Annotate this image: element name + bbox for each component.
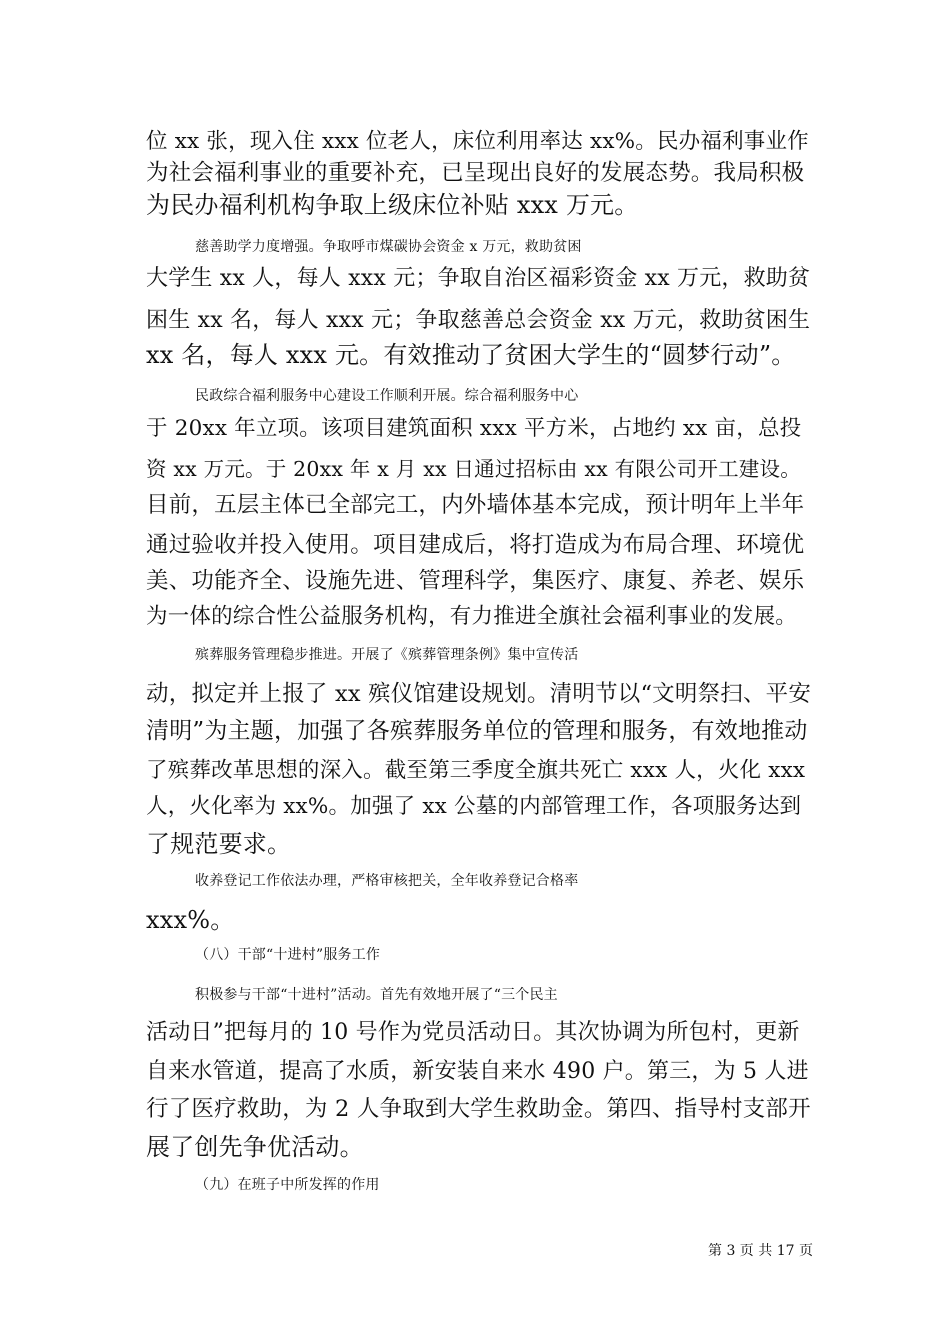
body-text-line: 为社会福利事业的重要补充，已呈现出良好的发展态势。我局积极 [146,160,805,186]
body-text-line: 资 xx 万元。于 20xx 年 x 月 xx 日通过招标由 xx 有限公司开工建设。 [146,457,801,481]
paragraph-first-line: 收养登记工作依法办理，严格审核把关，全年收养登记合格率 [195,873,579,889]
body-text-line: 目前，五层主体已全部完工，内外墙体基本完成，预计明年上半年 [146,492,805,518]
body-text-line: 活动日”把每月的 10 号作为党员活动日。其次协调为所包村，更新 [146,1020,800,1045]
body-text-line: 美、功能齐全、设施先进、管理科学，集医疗、康复、养老、娱乐 [146,568,805,594]
paragraph-first-line: 民政综合福利服务中心建设工作顺利开展。综合福利服务中心 [195,388,579,404]
body-text-line: 为一体的综合性公益服务机构，有力推进全旗社会福利事业的发展。 [146,604,798,629]
section-heading: （九）在班子中所发挥的作用 [195,1177,380,1193]
body-text-line: 为民办福利机构争取上级床位补贴 xxx 万元。 [146,191,639,219]
body-text-line: 大学生 xx 人，每人 xxx 元；争取自治区福彩资金 xx 万元，救助贫 [146,266,811,291]
body-text-line: 自来水管道，提高了水质，新安装自来水 490 户。第三，为 5 人进 [146,1059,809,1084]
body-text-line: 位 xx 张，现入住 xxx 位老人，床位利用率达 xx%。民办福利事业作 [146,129,809,154]
body-text-line: 了殡葬改革思想的深入。截至第三季度全旗共死亡 xxx 人，火化 xxx [146,758,806,783]
body-text-line: xx 名，每人 xxx 元。有效推动了贫困大学生的“圆梦行动”。 [146,341,796,369]
body-text-line: 清明”为主题，加强了各殡葬服务单位的管理和服务，有效地推动 [146,718,808,744]
paragraph-first-line: 殡葬服务管理稳步推进。开展了《殡葬管理条例》集中宣传活 [195,647,579,663]
body-text-line: 行了医疗救助，为 2 人争取到大学生救助金。第四、指导村支部开 [146,1096,811,1122]
body-text-line: 通过验收并投入使用。项目建成后，将打造成为布局合理、环境优 [146,532,805,558]
body-text-line: 动，拟定并上报了 xx 殡仪馆建设规划。清明节以“文明祭扫、平安 [146,681,812,707]
body-text-line: xxx%。 [146,906,235,934]
body-text-line: 人，火化率为 xx%。加强了 xx 公墓的内部管理工作，各项服务达到 [146,794,802,819]
paragraph-first-line: 慈善助学力度增强。争取呼市煤碳协会资金 x 万元，救助贫困 [195,239,582,255]
body-text-line: 于 20xx 年立项。该项目建筑面积 xxx 平方米，占地约 xx 亩，总投 [146,416,802,441]
body-text-line: 了规范要求。 [146,830,292,858]
section-heading: （八）干部“十进村”服务工作 [195,947,381,963]
paragraph-first-line: 积极参与干部“十进村”活动。首先有效地开展了“三个民主 [195,987,558,1003]
body-text-line: 展了创先争优活动。 [146,1133,364,1161]
body-text-line: 困生 xx 名，每人 xxx 元；争取慈善总会资金 xx 万元，救助贫困生 [146,308,811,333]
page-number-footer: 第 3 页 共 17 页 [708,1243,813,1259]
